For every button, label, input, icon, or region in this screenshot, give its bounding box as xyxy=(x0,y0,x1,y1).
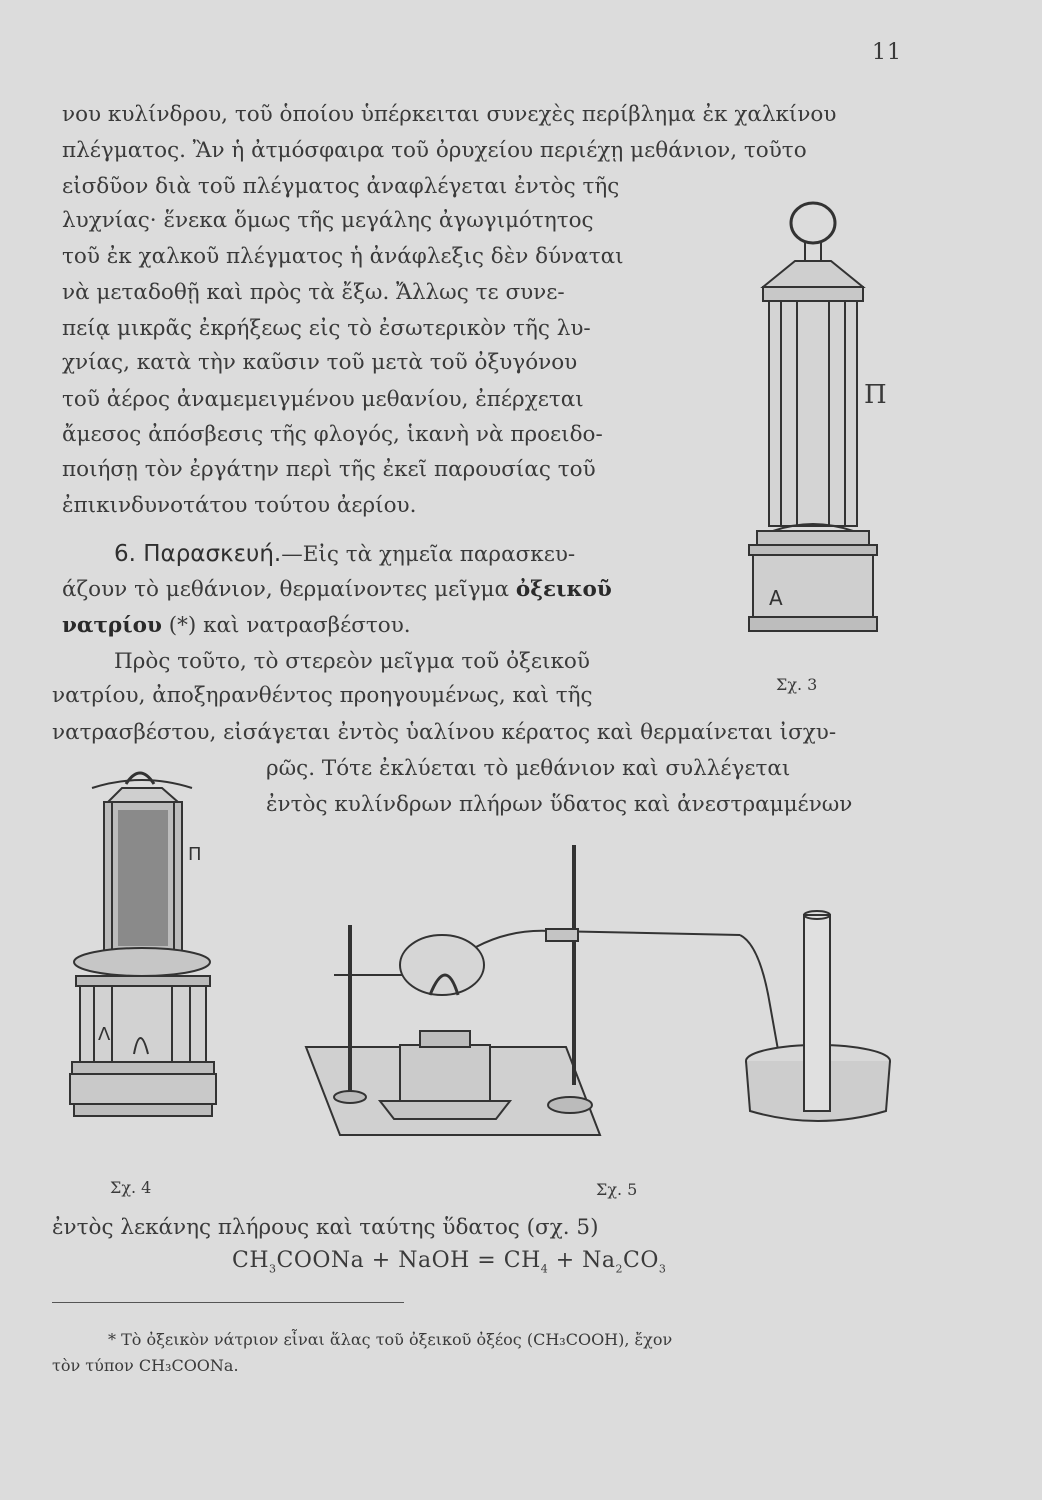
text-line: ἄμεσος ἀπόσβεσις τῆς φλογός, ἱκανὴ νὰ προειδο- xyxy=(62,422,603,447)
text-line: νου κυλίνδρου, τοῦ ὁποίου ὑπέρκειται συνεχὲς περίβλημα ἐκ χαλκίνου xyxy=(62,102,837,127)
figure-4-caption: Σχ. 4 xyxy=(110,1178,152,1197)
text-line: εἰσδῦον διὰ τοῦ πλέγματος ἀναφλέγεται ἐντὸς τῆς xyxy=(62,174,620,199)
text-line: ρῶς. Τότε ἐκλύεται τὸ μεθάνιον καὶ συλλέγεται xyxy=(266,756,791,781)
text-line: χνίας, κατὰ τὴν καῦσιν τοῦ μετὰ τοῦ ὀξυγόνου xyxy=(62,350,578,375)
text-line: νατρασβέστου, εἰσάγεται ἐντὸς ὑαλίνου κέρατος καὶ θερμαίνεται ἰσχυ- xyxy=(52,720,837,745)
figure-5-caption: Σχ. 5 xyxy=(596,1180,638,1199)
figure-4-label-a: Λ xyxy=(98,1024,111,1045)
section-heading-line xyxy=(114,540,575,569)
text-line: λυχνίας· ἕνεκα ὅμως τῆς μεγάλης ἀγωγιμότητος xyxy=(62,208,594,233)
text-line: ἐντὸς λεκάνης πλήρους καὶ ταύτης ὕδατος (σχ. 5) xyxy=(52,1215,599,1240)
bold-term: ὀξεικοῦ xyxy=(515,577,612,602)
text-line: ἐντὸς κυλίνδρων πλήρων ὕδατος καὶ ἀνεστραμμένων xyxy=(266,792,853,817)
text-line xyxy=(62,576,612,604)
text-line: ποιήσῃ τὸν ἐργάτην περὶ τῆς ἐκεῖ παρουσίας τοῦ xyxy=(62,457,596,482)
figure-5-apparatus xyxy=(300,835,900,1155)
formula-subscript: 4 xyxy=(540,1262,549,1276)
footnote-line: τὸν τύπον CH₃COONa. xyxy=(52,1356,239,1375)
chemical-equation xyxy=(232,1248,666,1275)
text-line xyxy=(62,612,411,640)
bold-term: νατρίου xyxy=(62,613,162,638)
footnote-line: * Τὸ ὀξεικὸν νάτριον εἶναι ἅλας τοῦ ὀξεικοῦ ὀξέος (CH₃COOH), ἔχον xyxy=(108,1330,673,1349)
text-fragment: (*) καὶ νατρασβέστου. xyxy=(168,613,411,638)
text-line: νὰ μεταδοθῇ καὶ πρὸς τὰ ἔξω. Ἄλλως τε συνε- xyxy=(62,280,565,305)
formula-subscript: 3 xyxy=(658,1262,667,1276)
figure-4-miners-lamp xyxy=(62,762,222,1162)
figure-3-label-a: Α xyxy=(769,586,783,610)
figure-3-safety-lamp xyxy=(735,195,885,645)
formula-part: + Na xyxy=(548,1248,616,1273)
formula-part: CH xyxy=(232,1248,270,1273)
text-fragment: άζουν τὸ μεθάνιον, θερμαίνοντες μεῖγμα xyxy=(62,577,510,602)
formula-part: CO xyxy=(623,1248,659,1273)
text-line: Πρὸς τοῦτο, τὸ στερεὸν μεῖγμα τοῦ ὀξεικοῦ xyxy=(114,649,590,674)
text-line: τοῦ ἀέρος ἀναμεμειγμένου μεθανίου, ἐπέρχεται xyxy=(62,387,584,412)
formula-part: COONa + NaOH = CH xyxy=(276,1248,541,1273)
text-line: πείᾳ μικρᾶς ἐκρήξεως εἰς τὸ ἐσωτερικὸν τῆς λυ- xyxy=(62,316,591,341)
figure-3-caption: Σχ. 3 xyxy=(776,675,818,694)
page-number: 11 xyxy=(872,40,902,65)
text-line: νατρίου, ἀποξηρανθέντος προηγουμένως, καὶ τῆς xyxy=(52,683,593,708)
text-fragment: —Εἰς τὰ χημεῖα παρασκευ- xyxy=(281,542,576,567)
text-line: τοῦ ἐκ χαλκοῦ πλέγματος ἡ ἀνάφλεξις δὲν δύναται xyxy=(62,244,624,269)
formula-subscript: 2 xyxy=(615,1262,624,1276)
footnote-divider xyxy=(52,1302,404,1303)
figure-4-label-p: Π xyxy=(188,844,202,865)
formula-subscript: 3 xyxy=(269,1262,277,1276)
text-line: πλέγματος. Ἂν ἡ ἀτμόσφαιρα τοῦ ὀρυχείου περιέχῃ μεθάνιον, τοῦτο xyxy=(62,138,807,163)
text-line: ἐπικινδυνοτάτου τούτου ἀερίου. xyxy=(62,493,417,518)
figure-3-label-p: Π xyxy=(864,380,887,410)
section-heading: 6. Παρασκευή. xyxy=(114,541,282,567)
